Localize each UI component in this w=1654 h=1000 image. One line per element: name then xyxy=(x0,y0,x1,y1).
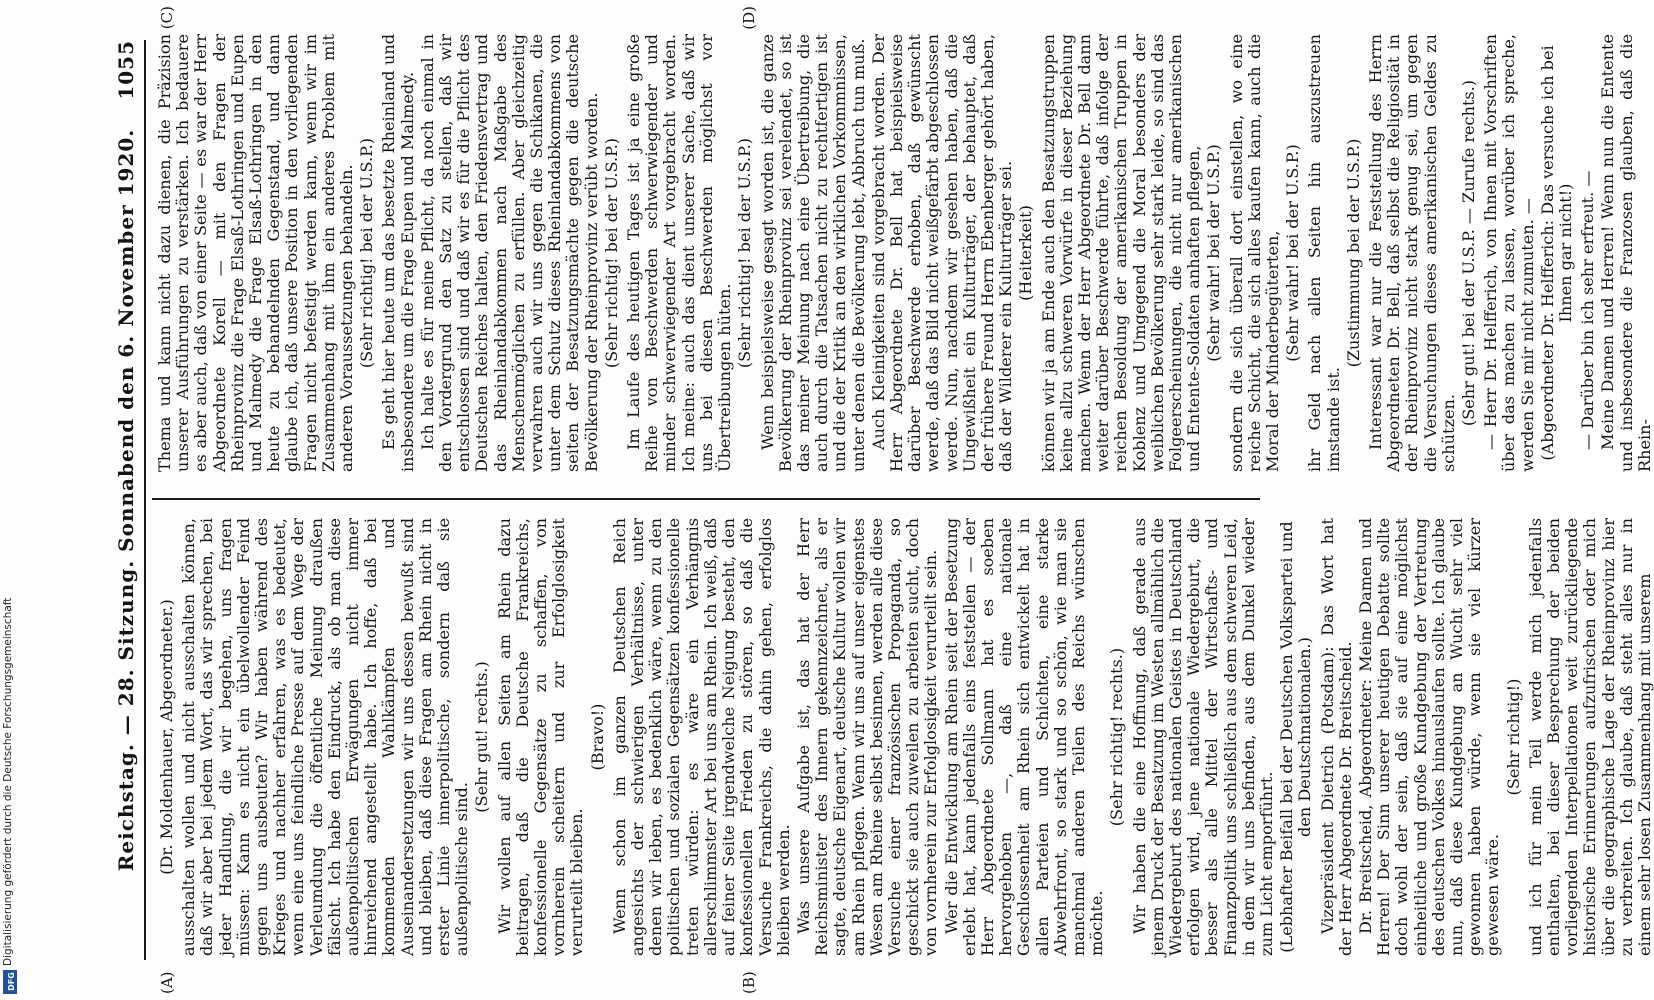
page-header xyxy=(114,40,144,960)
interjection: (Abgeordneter Dr. Helfferich: Das versuche ich bei Ihnen gar nicht!) xyxy=(1537,45,1576,461)
paragraph: Wenn beispielsweise gesagt worden ist, die ganze Bevölkerung der Rheinprovinz sei verelendet, so ist das meiner Meinung nach eine Übertreibung, die auch durch die Tatsachen nicht zu rechtfertigen ist und die der Kritik an den wirklichen Vorkommnissen, unter denen die Bevölkerung lebt, Abbruch tun muß. xyxy=(757,34,868,472)
interjection: (Sehr richtig! bei der U.S.P.) xyxy=(735,137,755,369)
header-rule xyxy=(144,40,146,960)
interjection: (Lebhafter Beifall bei der Deutschen Volkspartei und den Deutschnationalen.) xyxy=(1277,521,1315,953)
dfg-logo-text: DFG xyxy=(6,972,16,991)
interjection: (Sehr richtig! bei der U.S.P.) xyxy=(357,137,377,369)
interjection: (Sehr richtig! rechts.) xyxy=(1107,647,1127,827)
interjection: (Bravo!) xyxy=(587,703,607,771)
paragraph: können wir ja am Ende auch den Besatzungstruppen keine allzu schweren Vorwürfe in dieser Beziehung machen. Wenn der Herr Abgeordnete Dr. Bell dann weiter darüber Beschwerde führte, daß infolge der reichen Besoldung der amerikanischen Truppen in Koblenz und Umgegend die Moral besonders der weiblichen Bevölkerung sehr stark leide, so sind das Folgeerscheinungen, die nicht nur amerikanischen und Entente-Soldaten anhaften pflegen, xyxy=(1038,34,1204,472)
margin-mark-c: (C) xyxy=(158,6,176,30)
paragraph: — Darüber bin ich sehr erfreut. — xyxy=(1578,170,1598,450)
column-divider xyxy=(152,498,1260,500)
paragraph: Wenn schon im ganzen Deutschen Reich angesichts der schwierigen Verhältnisse, unter denen wir leben, es bedenklich wäre, wenn zu den politischen und sozialen Gegensätzen konfessionelle treten würden: es wäre ein Verhängnis allerschlimmster Art bei uns am Rhein. Ich weiß, daß auf feiner Seite irgendwelche Neigung besteht, den konfessionellen Frieden zu stören, so daß die Versuche Frankreichs, die dahin gehen, erfolglos bleiben werden. xyxy=(609,518,793,956)
funding-credit: Digitalisierung gefördert durch die Deutsche Forschungsgemeinschaft xyxy=(2,597,14,966)
paragraph: Was unsere Aufgabe ist, das hat der Herr Reichsminister des Innern gekennzeichnet, als er sagte, deutsche Eigenart, deutsche Kultur wollen wir am Rhein pflegen. Wenn wir uns auf unser eigenstes Wesen am Rheine selbst besinnen, werden alle diese Versuche einer französischen Propaganda, so geschickt sie auch zuweilen zu arbeiten sucht, doch von vornherein zur Erfolglosigkeit verurteilt sein. xyxy=(793,518,941,956)
paragraph: ihr Geld nach allen Seiten hin auszustreuen imstande ist. xyxy=(1305,34,1343,472)
paragraph: Meine Damen und Herren! Wenn nun die Entente und insbesondere die Franzosen glauben, daß die Rhein- xyxy=(1598,34,1654,472)
paragraph: Thema und kann nicht dazu dienen, die Präzision unserer Ausführungen zu verstärken. Ich bedauere es aber auch, daß von einer Seite — es war der Herr Abgeordnete Korell — mit den Fragen der Rheinprovinz die Frage Elsaß-Lothringen und Eupen und Malmedy die Frage Elsaß-Lothringen in den heute zu behandelnden Gegenstand, und dann glaube ich, daß unsere Position in den vorliegenden Fragen nicht befestigt werden kann, wenn wir im Zusammenhang mit ihm ein anderes Problem mit anderen Voraussetzungen behandeln. xyxy=(155,34,357,472)
paragraph: Vizepräsident Dietrich (Potsdam): Das Wort hat der Herr Abgeordnete Dr. Breitscheid. xyxy=(1317,518,1355,956)
paragraph: — Herr Dr. Helfferich, von Ihnen mit Vorschriften über das machen zu lassen, worüber ich spreche, werden Sie mir nicht zumuten. — xyxy=(1481,34,1537,472)
page-number: 1055 xyxy=(114,40,138,100)
paragraph: Ich halte es für meine Pflicht, da noch einmal in den Vordergrund den Satz zu stellen, daß wir entschlossen sind und daß wir es für die Pflicht des Deutschen Reiches halten, den Friedensvertrag und das Rheinlandabkommen nach Maßgabe des Menschenmöglichen zu erfüllen. Aber gleichzeitig verwahren auch wir uns gegen die Schikanen, die unter dem Schutz dieses Rheinlandabkommens von seiten der Besatzungsmächte gegen die deutsche Bevölkerung der Rheinprovinz verübt worden. xyxy=(417,34,601,472)
digitization-sidebar xyxy=(0,0,20,1000)
right-column xyxy=(155,34,1654,472)
interjection: (Sehr richtig!) xyxy=(1503,678,1523,796)
paragraph: Im Laufe des heutigen Tages ist ja eine große Reihe von Beschwerden schwerwiegender und minder schwerwiegender Art vorgebracht worden. Ich meine: auch das dient unserer Sache, daß wir uns bei diesen Beschwerden möglichst vor Übertreibungen hüten. xyxy=(624,34,735,472)
paragraph: Auch Kleinigkeiten sind vorgebracht worden. Der Herr Abgeordnete Dr. Bell hat beispielsweise darüber Beschwerde erhoben, daß gewünscht werde, daß das Bild nicht weißgefärbt abgeschlossen werde. Nun, nachdem wir gesehen haben, daß die Ungewißheit ein Kulturträger, der behauptet, daß der frühere Freund Herrn Ebenberger gehört haben, daß der Wilderer ein Kulturträger sei. xyxy=(868,34,1016,472)
interjection: (Sehr wahr! bei der U.S.P.) xyxy=(1204,144,1224,362)
rotated-page xyxy=(100,0,1654,1000)
paragraph: Wir haben die eine Hoffnung, daß gerade aus jenem Druck der Besatzung im Westen allmählich die Wiedergeburt des nationalen Geistes in Deutschland erfolgen wird, jene nationale Wiedergeburt, die besser als alle Mittel der Wirtschafts- und Finanzpolitik uns schließlich aus dem schweren Leid, in dem wir uns befinden, aus dem Dunkel wieder zum Licht emporführt. xyxy=(1129,518,1276,956)
interjection: (Heiterkeit) xyxy=(1016,205,1036,301)
paragraph: sondern die sich überall dort einstellen, wo eine reiche Schicht, die sich alles kaufen kann, auch die Moral der Minderbegüterten, xyxy=(1226,34,1282,472)
paragraph: und ich für mein Teil werde mich jedenfalls enthalten, bei dieser Besprechung der beiden vorliegenden Interpellationen weit zurückliegende historische Erinnerungen aufzufrischen oder mich über die geographische Lage der Rheinprovinz hier zu verbreiten. Ich glaube, daß steht alles nur in einem sehr losen Zusammenhang mit unserem xyxy=(1525,518,1654,956)
paragraph: Wir wollen auf allen Seiten am Rhein dazu beitragen, daß die Deutsche Frankreichs, konfessionelle Gegensätze zu schaffen, von vornherein scheitern und zur Erfolglosigkeit verurteilt bleiben. xyxy=(494,518,587,956)
paragraph: Es geht hier heute um das besetzte Rheinland und insbesondere um die Frage Eupen und Malmedy. xyxy=(379,34,417,472)
interjection: (Sehr gut! bei der U.S.P. — Zurufe rechts.) xyxy=(1459,79,1479,427)
interjection: (Sehr richtig! bei der U.S.P.) xyxy=(601,137,621,369)
paragraph: ausschalten wollen und nicht ausschalten können, daß wir aber bei jedem Wort, das wir sprechen, bei jeder Handlung, die wir begehen, uns fragen müssen: Kann es nicht ein übelwollender Feind gegen uns ausbeuten? Wir haben während des Krieges und nachher erfahren, was es bedeutet, wenn eine uns feindliche Presse auf dem Wege der Verleumdung die öffentliche Meinung draußen fälscht. Ich habe den Eindruck, als ob man diese außenpolitischen Erwägungen nicht immer hinreichend angestellt habe. Ich hoffe, daß bei kommenden Wahlkämpfen und Auseinandersetzungen wir uns dessen bewußt sind und bleiben, daß diese Fragen am Rhein nicht in erster Linie innerpolitische, sondern daß sie außenpolitische sind. xyxy=(179,518,472,956)
interjection: (Sehr wahr! bei der U.S.P.) xyxy=(1283,144,1303,362)
paragraph: Interessant war nur die Feststellung des Herrn Abgeordneten Dr. Bell, daß selbst die Religiosität in der Rheinprovinz nicht stark genug sei, um gegen die Versuchungen dieses amerikanischen Geldes zu schützen. xyxy=(1366,34,1458,472)
paragraph: Dr. Breitscheid, Abgeordneter: Meine Damen und Herren! Der Sinn unserer heutigen Debatte sollte doch wohl der sein, daß sie auf eine möglichst einheitliche und große Kundgebung der Vertretung des deutschen Volkes hinauslaufen sollte. Ich glaube nun, daß diese Kundgebung an Wucht sehr viel gewonnen haben würde, wenn sie viel kürzer gewesen wäre. xyxy=(1356,518,1503,956)
interjection: (Zustimmung bei der U.S.P.) xyxy=(1343,138,1363,368)
margin-mark-a: (A) xyxy=(158,971,176,994)
speaker-heading: (Dr. Moldenhauer, Abgeordneter.) xyxy=(157,599,176,875)
margin-mark-d: (D) xyxy=(740,6,758,30)
session-title: Reichstag. — 28. Sitzung. Sonnabend den 6. November 1920. xyxy=(114,128,138,872)
margin-mark-b: (B) xyxy=(740,971,758,994)
paragraph: Wer die Entwicklung am Rhein seit der Besetzung erlebt hat, kann jedenfalls eins feststellen — der Herr Abgeordnete Sollmann hat es soeben hervorgehoben —, daß eine nationale Geschlossenheit am Rhein sich entwickelt hat in allen Parteien und Schichten, eine starke Abwehrfront, so stark und so schön, wie man sie manchmal anderen Teilen des Reichs wünschen möchte. xyxy=(941,518,1107,956)
interjection: (Sehr gut! rechts.) xyxy=(472,661,492,813)
dfg-logo xyxy=(3,970,17,994)
left-column xyxy=(156,518,1654,956)
